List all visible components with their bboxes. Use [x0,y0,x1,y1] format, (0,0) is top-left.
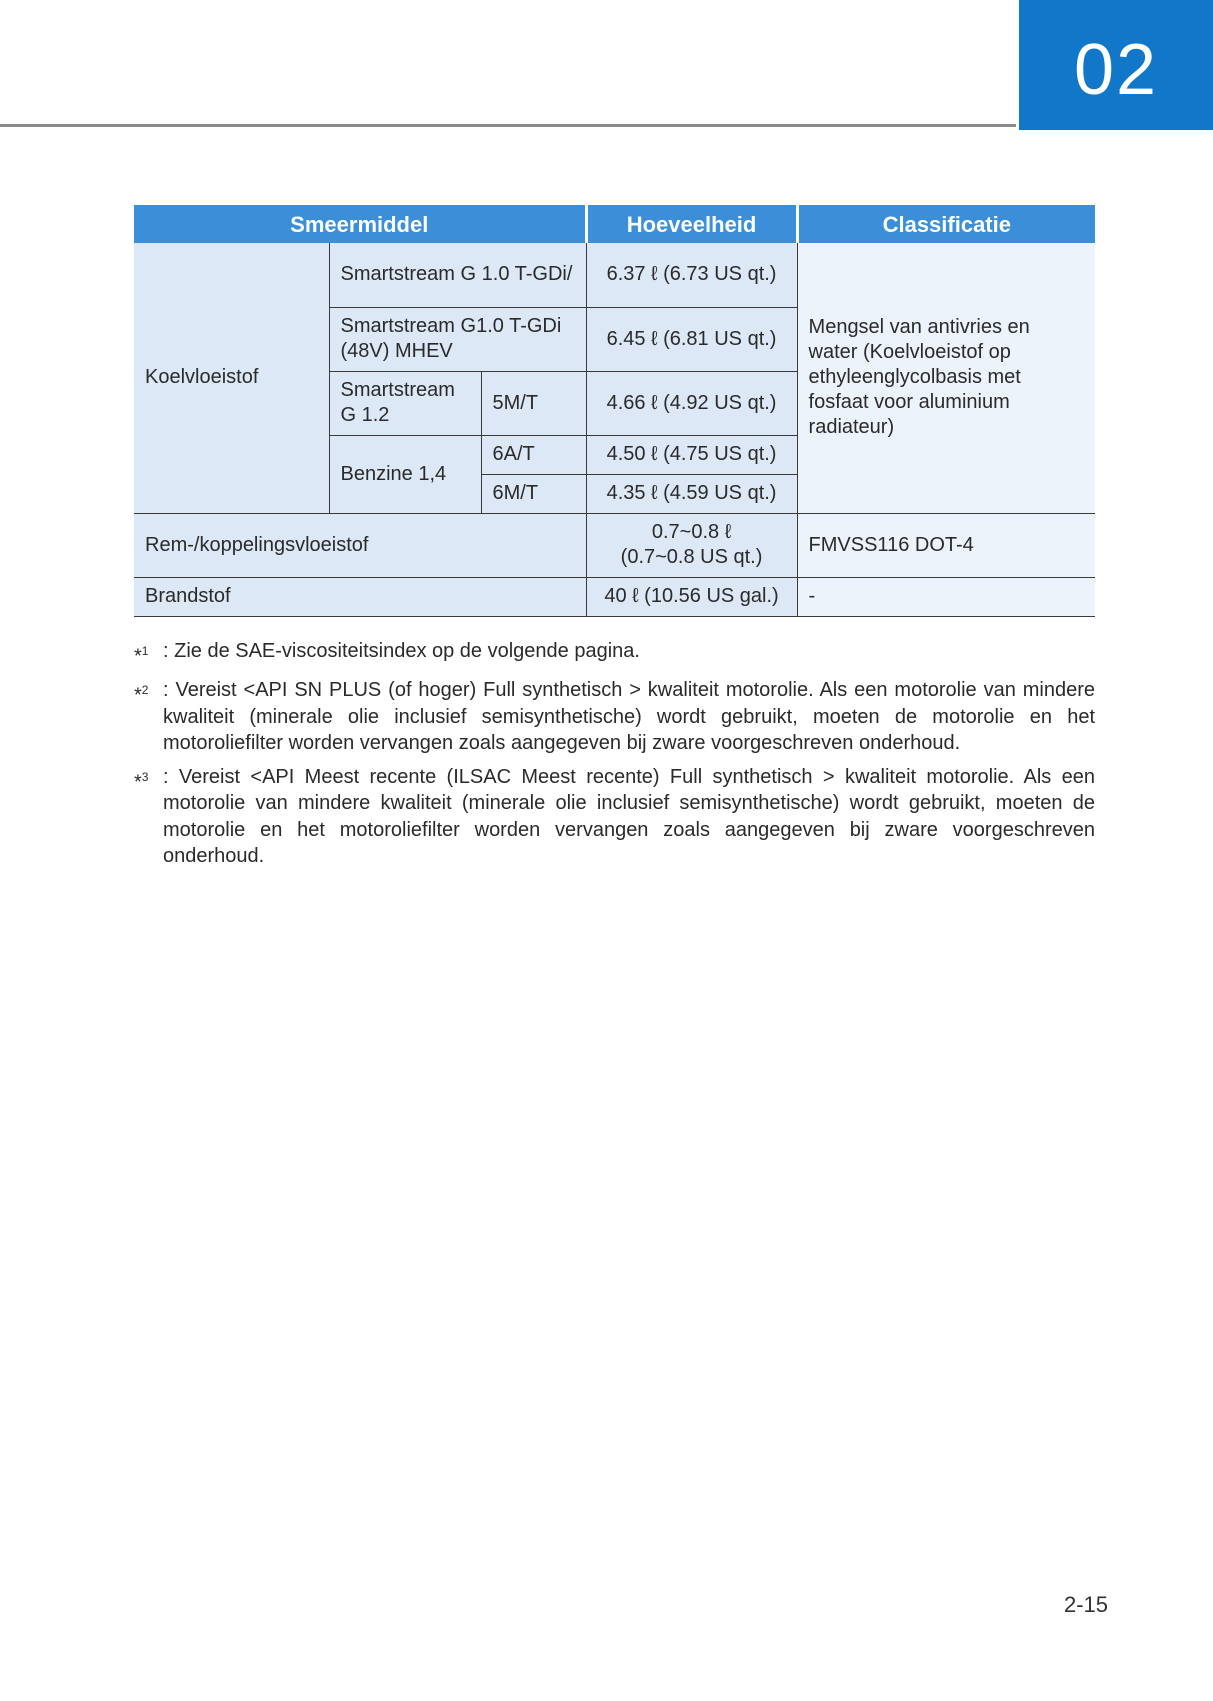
table-row [134,577,1095,616]
header-classification: Classificatie [797,205,1095,243]
chapter-tab: 02 [1019,0,1213,130]
brake-fluid-quantity-line2: (0.7~0.8 US qt.) [620,546,763,568]
footnote-marker: *$^1$ [134,644,149,668]
header-quantity: Hoeveelheid [586,205,797,243]
footnote [134,677,1095,757]
header-rule [0,124,1016,127]
quantity-cell: 6.45 ℓ (6.81 US qt.) [586,307,797,371]
footnotes [134,638,1095,877]
quantity-cell: 6.37 ℓ (6.73 US qt.) [586,243,797,307]
footnote-marker: *$^3$ [134,769,149,794]
fuel-classification: - [797,577,1095,616]
engine-cell: Smartstream G 1.0 T-GDi/ [329,243,586,307]
quantity-cell: 4.66 ℓ (4.92 US qt.) [586,371,797,435]
transmission-cell: 6A/T [481,435,586,474]
engine-cell: Smartstream G1.0 T-GDi (48V) MHEV [329,307,586,371]
engine-cell: Benzine 1,4 [329,435,481,513]
footnote [134,764,1095,870]
footnote-text: : Vereist <API Meest recente (ILSAC Meest recente) Full synthetisch > kwaliteit motorolie. Als een motorolie van mindere kwaliteit (minerale olie inclusief semisynthetische) wordt gebruikt, moeten de motorolie en het motoroliefilter worden vervangen zoals aangegeven bij zware voorgeschreven onderhoud. [163,765,1095,868]
table-row [134,243,1095,307]
footnote-text: : Vereist <API SN PLUS (of hoger) Full synthetisch > kwaliteit motorolie. Als een motorolie van mindere kwaliteit (minerale olie inclusief semisynthetische) wordt gebruikt, moeten de motorolie en het motoroliefilter worden vervangen zoals aangegeven bij zware voorgeschreven onderhoud. [163,679,1095,755]
transmission-cell: 5M/T [481,371,586,435]
footnote [134,638,1095,670]
coolant-label: Koelvloeistof [134,243,329,513]
engine-cell: Smartstream G 1.2 [329,371,481,435]
table-header-row [134,205,1095,243]
footnote-marker: *$^2$ [134,683,149,707]
transmission-cell: 6M/T [481,474,586,513]
quantity-cell: 4.35 ℓ (4.59 US qt.) [586,474,797,513]
brake-fluid-quantity-line1: 0.7~0.8 ℓ [651,521,732,543]
lubricant-table [134,205,1095,617]
brake-fluid-classification: FMVSS116 DOT-4 [797,513,1095,577]
header-lubricant: Smeermiddel [134,205,586,243]
page-number: 2-15 [1063,1592,1108,1617]
brake-fluid-label: Rem-/koppelingsvloeistof [134,513,586,577]
coolant-classification: Mengsel van antivries en water (Koelvloeistof op ethyleenglycolbasis met fosfaat voor aluminium radiateur) [797,243,1095,513]
table-row [134,513,1095,577]
fuel-quantity: 40 ℓ (10.56 US gal.) [586,577,797,616]
quantity-cell: 4.50 ℓ (4.75 US qt.) [586,435,797,474]
footnote-text: : Zie de SAE-viscositeitsindex op de volgende pagina. [163,640,640,662]
brake-fluid-quantity [586,513,797,577]
fuel-label: Brandstof [134,577,586,616]
